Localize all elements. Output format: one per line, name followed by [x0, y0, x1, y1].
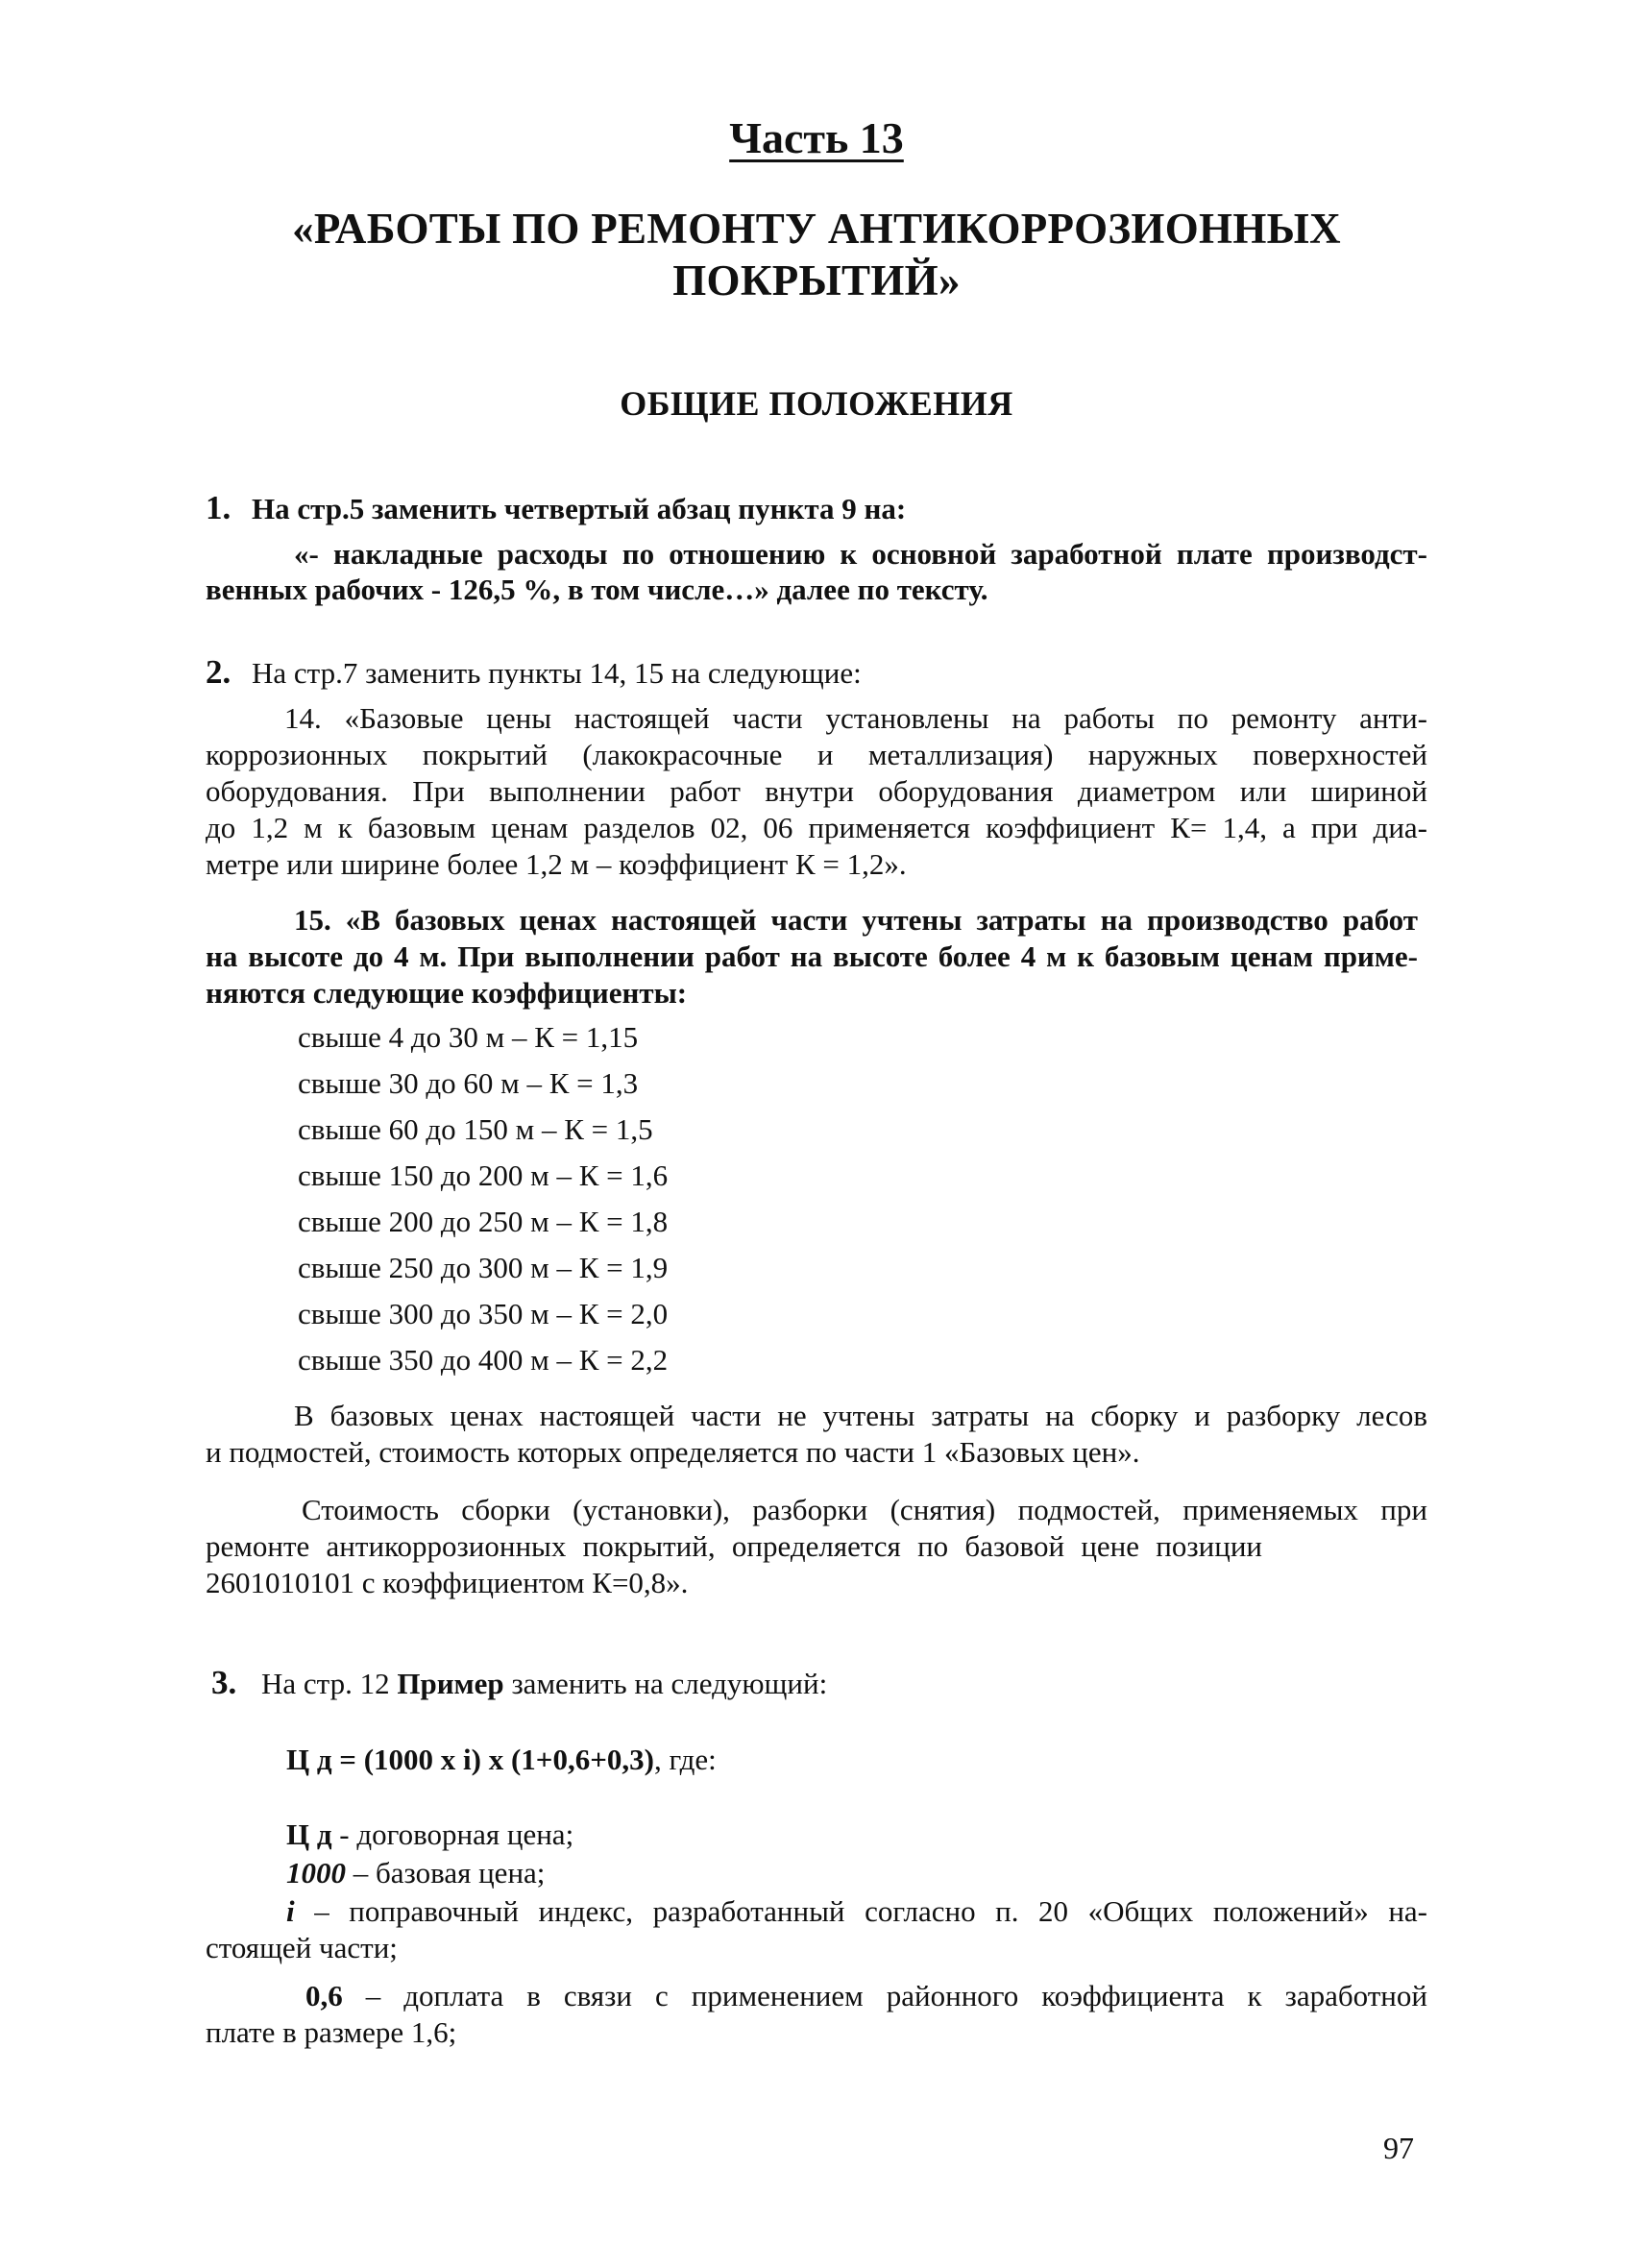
height-factor: свыше 350 до 400 м – К = 2,2: [298, 1343, 669, 1377]
height-factor: свыше 4 до 30 м – К = 1,15: [298, 1020, 639, 1054]
point-14-line-1: 14. «Базовые цены настоящей части установлены на работы по ремонту анти-: [284, 701, 1427, 735]
point-14-line-3: оборудования. При выполнении работ внутри оборудования диаметром или шириной: [206, 774, 1427, 808]
section-title: ОБЩИЕ ПОЛОЖЕНИЯ: [620, 384, 1013, 423]
definition-base-price-term: 1000: [286, 1856, 346, 1890]
definition-index-line-1: [286, 1894, 1427, 1929]
cost-note-line-3: 2601010101 с коэффициентом К=0,8».: [206, 1566, 689, 1599]
item-1-number: 1.: [206, 489, 232, 526]
definition-price: [286, 1817, 573, 1852]
point-14-line-5: метре или ширине более 1,2 м – коэффициент К = 1,2».: [206, 847, 907, 881]
height-factor: свыше 150 до 200 м – К = 1,6: [298, 1158, 669, 1192]
cost-note-line-1: Стоимость сборки (установки), разборки (снятия) подмостей, применяемых при: [302, 1493, 1427, 1526]
definition-coef-term: 0,6: [305, 1979, 343, 2012]
item-1-quote-line-1: «- накладные расходы по отношению к основной заработной плате производст-: [294, 537, 1427, 571]
part-title: Часть 13: [729, 113, 904, 162]
item-1-quote-line-2: венных рабочих - 126,5 %, в том числе…» далее по тексту.: [206, 573, 988, 606]
part-heading-line-2: ПОКРЫТИЙ»: [672, 256, 961, 305]
item-3-text-post: заменить на следующий:: [503, 1667, 828, 1700]
definition-coef-line-1: [305, 1979, 1427, 2013]
item-2-text: На стр.7 заменить пункты 14, 15 на следующие:: [252, 656, 862, 690]
height-factor: свыше 60 до 150 м – К = 1,5: [298, 1112, 653, 1146]
formula-suffix: , где:: [653, 1743, 717, 1776]
item-3: [211, 1664, 827, 1702]
definition-index-text: – поправочный индекс, разработанный согласно п. 20 «Общих положений» на-: [294, 1894, 1427, 1928]
item-3-text-bold: Пример: [397, 1667, 504, 1700]
height-factor: свыше 300 до 350 м – К = 2,0: [298, 1297, 669, 1330]
height-factor: свыше 30 до 60 м – К = 1,3: [298, 1066, 639, 1100]
height-factor-list: [298, 1020, 668, 1389]
formula-expression: Ц д = (1000 х i) х (1+0,6+0,3): [286, 1743, 654, 1776]
formula: [286, 1743, 717, 1777]
item-2-number: 2.: [206, 653, 232, 691]
point-15-line-2: на высоте до 4 м. При выполнении работ на высоте более 4 м к базовым ценам приме-: [206, 939, 1418, 973]
item-1: [206, 489, 906, 527]
point-14-line-2: коррозионных покрытий (лакокрасочные и металлизация) наружных поверхностей: [206, 738, 1427, 771]
point-15-line-3: няются следующие коэффициенты:: [206, 976, 688, 1010]
definition-coef-text: – доплата в связи с применением районного коэффициента к заработной: [342, 1979, 1427, 2012]
item-2: [206, 653, 862, 692]
scaffolding-note-line-2: и подмостей, стоимость которых определяется по части 1 «Базовых цен».: [206, 1435, 1140, 1469]
definition-coef-line-2: плате в размере 1,6;: [206, 2015, 457, 2049]
item-3-text-pre: На стр. 12: [261, 1667, 398, 1700]
height-factor: свыше 200 до 250 м – К = 1,8: [298, 1205, 669, 1238]
item-1-text: На стр.5 заменить четвертый абзац пункта 9 на:: [252, 492, 907, 525]
definition-price-term: Ц д: [286, 1817, 332, 1851]
cost-note-line-2: ремонте антикоррозионных покрытий, определяется по базовой цене позиции: [206, 1529, 1262, 1563]
definition-index-line-2: стоящей части;: [206, 1931, 398, 1964]
part-heading-line-1: «РАБОТЫ ПО РЕМОНТУ АНТИКОРРОЗИОННЫХ: [292, 205, 1341, 253]
definition-price-text: - договорная цена;: [331, 1817, 574, 1851]
point-14-line-4: до 1,2 м к базовым ценам разделов 02, 06 применяется коэффициент К= 1,4, а при диа-: [206, 811, 1427, 844]
item-3-number: 3.: [211, 1664, 237, 1701]
definition-index-term: i: [286, 1894, 295, 1928]
definition-base-price-text: – базовая цена;: [346, 1856, 546, 1890]
page-number: 97: [1383, 2131, 1414, 2165]
definition-base-price: [286, 1856, 545, 1890]
point-15-line-1: 15. «В базовых ценах настоящей части учтены затраты на производство работ: [294, 903, 1418, 937]
height-factor: свыше 250 до 300 м – К = 1,9: [298, 1251, 669, 1284]
scaffolding-note-line-1: В базовых ценах настоящей части не учтены затраты на сборку и разборку лесов: [294, 1399, 1427, 1432]
